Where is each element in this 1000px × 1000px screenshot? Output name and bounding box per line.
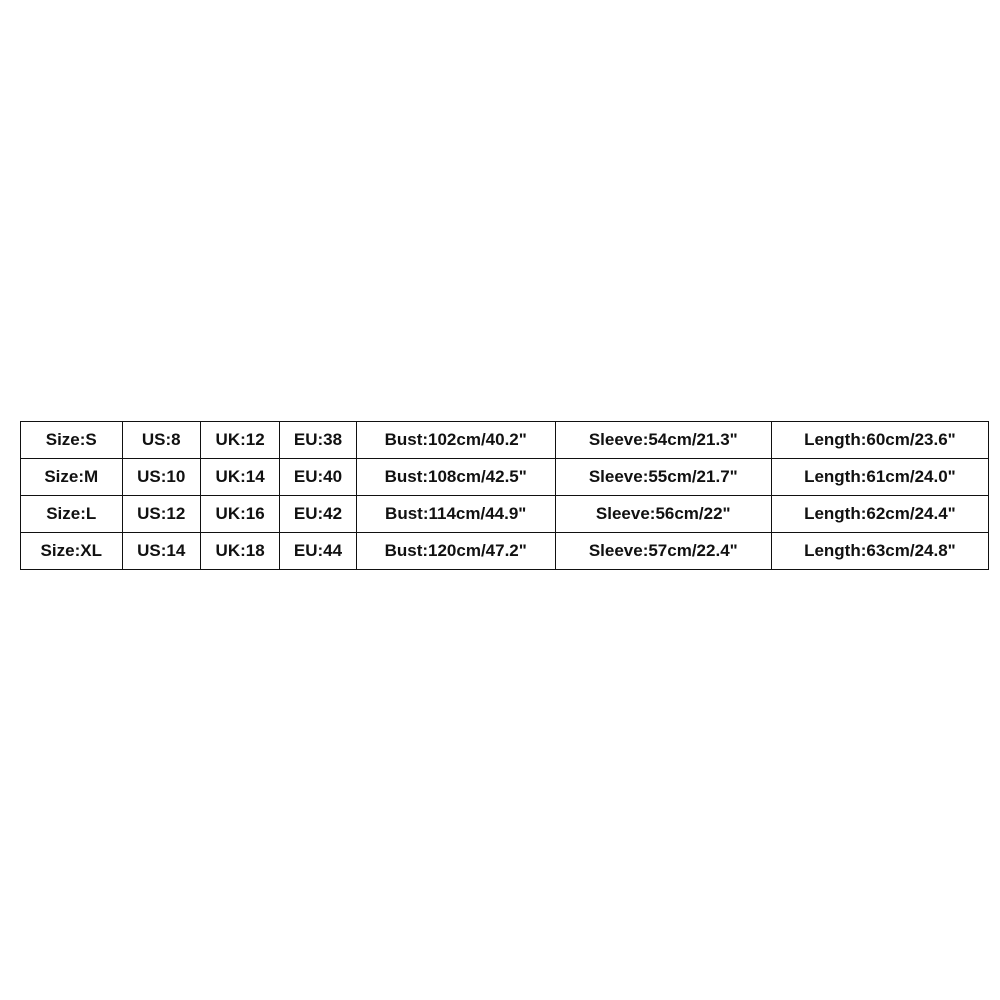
bust-cell: Bust:114cm/44.9" xyxy=(356,496,555,533)
table-row xyxy=(21,459,989,496)
bust-cell: Bust:102cm/40.2" xyxy=(356,422,555,459)
us-size-cell: US:12 xyxy=(122,496,200,533)
bust-cell: Bust:120cm/47.2" xyxy=(356,533,555,570)
table-row xyxy=(21,533,989,570)
uk-size-cell: UK:16 xyxy=(200,496,279,533)
table-row xyxy=(21,496,989,533)
size-chart-table xyxy=(20,421,989,570)
us-size-cell: US:8 xyxy=(122,422,200,459)
uk-size-cell: UK:14 xyxy=(200,459,279,496)
sleeve-cell: Sleeve:57cm/22.4" xyxy=(555,533,771,570)
sleeve-cell: Sleeve:54cm/21.3" xyxy=(555,422,771,459)
eu-size-cell: EU:44 xyxy=(280,533,356,570)
sleeve-cell: Sleeve:56cm/22" xyxy=(555,496,771,533)
us-size-cell: US:10 xyxy=(122,459,200,496)
length-cell: Length:61cm/24.0" xyxy=(771,459,988,496)
sleeve-cell: Sleeve:55cm/21.7" xyxy=(555,459,771,496)
length-cell: Length:60cm/23.6" xyxy=(771,422,988,459)
size-cell: Size:S xyxy=(21,422,123,459)
size-cell: Size:XL xyxy=(21,533,123,570)
table-row xyxy=(21,422,989,459)
size-cell: Size:M xyxy=(21,459,123,496)
length-cell: Length:63cm/24.8" xyxy=(771,533,988,570)
uk-size-cell: UK:12 xyxy=(200,422,279,459)
bust-cell: Bust:108cm/42.5" xyxy=(356,459,555,496)
size-cell: Size:L xyxy=(21,496,123,533)
eu-size-cell: EU:38 xyxy=(280,422,356,459)
eu-size-cell: EU:40 xyxy=(280,459,356,496)
uk-size-cell: UK:18 xyxy=(200,533,279,570)
us-size-cell: US:14 xyxy=(122,533,200,570)
length-cell: Length:62cm/24.4" xyxy=(771,496,988,533)
eu-size-cell: EU:42 xyxy=(280,496,356,533)
